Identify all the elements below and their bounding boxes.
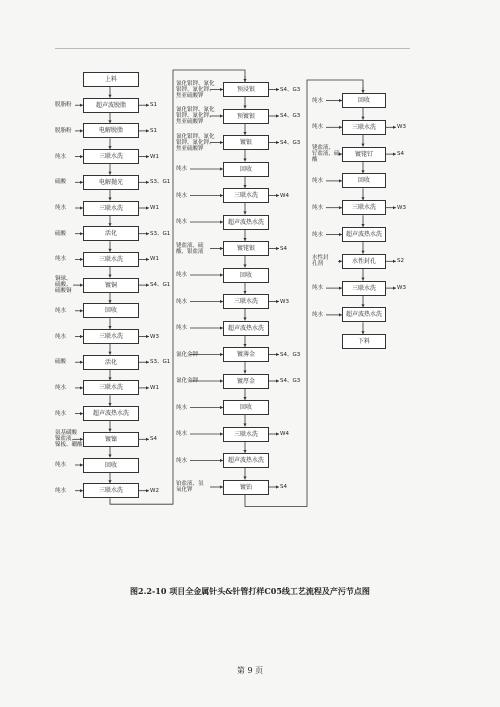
process-step-box: 三联水洗 — [223, 294, 269, 309]
arrowhead — [276, 353, 279, 356]
input-material-line: 纯水 — [176, 298, 188, 305]
input-material-label — [176, 166, 187, 172]
pollutant-output-label: S4 — [280, 245, 287, 252]
input-material-label — [176, 325, 187, 331]
arrowhead — [146, 438, 149, 441]
arrowhead — [276, 141, 279, 144]
process-step-box: 预浸银 — [223, 82, 269, 97]
input-material-line: 纯水 — [176, 272, 188, 278]
input-material-line: 银钾、氰化钾、 — [176, 86, 215, 93]
input-material-line: 纯水 — [55, 384, 67, 391]
input-material-label — [176, 431, 187, 437]
process-step-box: 三联水洗 — [83, 252, 139, 267]
arrowhead — [146, 386, 149, 389]
input-material-line: 铑盐液、 — [312, 145, 335, 152]
process-step-box: 超声波热水洗 — [83, 406, 139, 421]
arrowhead — [146, 155, 149, 158]
process-step-box: 超声波热水洗 — [342, 227, 386, 242]
process-step-box: 超声波热水洗 — [223, 321, 269, 336]
pollutant-output-label: S4 — [150, 436, 157, 443]
arrowhead — [276, 247, 279, 250]
pollutant-output-label: S4、G3 — [280, 86, 301, 93]
arrowhead — [146, 206, 149, 209]
pollutant-output-label: W3 — [397, 204, 406, 211]
pollutant-output-label: W1 — [150, 205, 159, 211]
input-material-line: 纯水 — [176, 192, 188, 199]
input-material-label — [55, 359, 66, 365]
input-material-label — [55, 179, 66, 185]
process-step-box: 回收 — [342, 173, 386, 188]
pollutant-output-label: W3 — [150, 333, 159, 340]
arrowhead — [146, 104, 149, 107]
input-material-line: 硫酸铜 — [55, 288, 72, 295]
input-material-line: 纯水 — [55, 462, 67, 468]
input-material-label — [176, 405, 187, 411]
arrowhead — [146, 258, 149, 261]
input-material-line: 酸、银盐液 — [176, 248, 204, 255]
pollutant-output-label: W3 — [397, 124, 406, 131]
process-step-box: 镀银 — [223, 135, 269, 150]
arrowhead — [276, 88, 279, 91]
input-material-line: 纯水 — [312, 204, 324, 211]
input-material-line: 氰化金钾 — [176, 378, 199, 384]
input-material-label — [312, 232, 323, 238]
input-material-line: 焦亚硫酸钾 — [176, 92, 204, 99]
pollutant-output-label: W4 — [280, 431, 289, 437]
pollutant-output-label: S4、G1 — [150, 282, 171, 289]
process-step-box: 镀铑钌 — [342, 147, 386, 162]
input-material-label — [55, 154, 66, 160]
process-step-box: 下料 — [342, 334, 386, 349]
input-material-label — [312, 255, 329, 267]
input-material-line: 孔剂 — [312, 261, 324, 268]
input-material-label — [55, 256, 66, 262]
process-step-box: 预镀银 — [223, 109, 269, 124]
input-material-line: 铜球、 — [55, 276, 72, 283]
process-step-box: 回收 — [83, 458, 139, 473]
arrowhead — [393, 126, 396, 129]
input-material-line: 纯水 — [55, 410, 67, 417]
input-material-label — [176, 219, 187, 225]
input-material-line: 纯水 — [312, 285, 324, 292]
input-material-line: 氰化金钾 — [176, 351, 199, 358]
process-step-box: 超声波热水洗 — [342, 307, 386, 322]
pollutant-output-label: W3 — [397, 285, 406, 292]
input-material-line: 氰化银钾、氰化 — [176, 80, 215, 87]
pollutant-output-label: W3 — [280, 298, 289, 305]
input-material-line: 水性封 — [312, 255, 329, 262]
input-material-line: 纯水 — [176, 219, 188, 225]
input-material-line: 纯水 — [55, 333, 67, 340]
input-material-label — [176, 243, 204, 255]
input-material-line: 纯水 — [176, 166, 188, 172]
arrowhead — [276, 300, 279, 303]
pollutant-output-label: S3、G1 — [150, 230, 171, 237]
arrowhead — [276, 194, 279, 197]
pollutant-output-label: S4、G3 — [280, 139, 301, 146]
input-material-label — [176, 272, 187, 278]
input-material-line: 纯水 — [176, 325, 188, 331]
input-material-label — [176, 134, 215, 152]
arrowhead — [276, 379, 279, 382]
pollutant-output-label: S1 — [150, 127, 157, 134]
process-step-box: 镀铑银 — [223, 241, 269, 256]
arrowhead — [393, 206, 396, 209]
input-material-line: 纯水 — [312, 124, 324, 131]
arrowhead — [146, 361, 149, 364]
input-material-line: 硫酸 — [55, 230, 67, 237]
process-step-box: 电解抛光 — [83, 175, 139, 190]
process-step-box: 三联水洗 — [223, 188, 269, 203]
input-material-label — [312, 312, 323, 318]
arrowhead — [393, 287, 396, 290]
input-material-label — [55, 411, 66, 417]
process-step-box: 三联水洗 — [83, 149, 139, 164]
input-material-line: 镍板、硼酸 — [55, 442, 83, 449]
process-step-box: 回收 — [342, 93, 386, 108]
arrowhead — [393, 260, 396, 263]
process-step-box: 回收 — [223, 162, 269, 177]
pollutant-output-label: S4、G3 — [280, 378, 301, 384]
process-step-box: 水性封孔 — [342, 254, 386, 269]
process-step-box: 三联水洗 — [83, 380, 139, 395]
process-step-box: 三联水洗 — [342, 200, 386, 215]
input-material-line: 纯水 — [55, 256, 67, 263]
input-material-label — [176, 107, 215, 125]
pollutant-output-label: S4 — [280, 484, 287, 490]
input-material-line: 铑盐液、硫 — [176, 242, 204, 249]
process-step-box: 三联水洗 — [342, 120, 386, 135]
process-step-box: 三联水洗 — [83, 483, 139, 498]
input-material-line: 氰化银钾、氰化 — [176, 107, 215, 113]
input-material-label — [55, 102, 72, 108]
arrowhead — [276, 485, 279, 488]
input-material-label — [176, 378, 198, 384]
input-material-label — [176, 299, 187, 305]
pollutant-output-label: S3、G1 — [150, 179, 171, 186]
input-material-label — [55, 488, 66, 494]
pollutant-output-label: S4、G3 — [280, 351, 301, 358]
process-step-box: 镀厚金 — [223, 374, 269, 389]
pollutant-output-label: S3、G1 — [150, 359, 171, 366]
process-step-box: 回收 — [83, 303, 139, 318]
input-material-line: 纯水 — [55, 307, 67, 314]
arrowhead — [146, 129, 149, 132]
process-step-box: 三联水洗 — [83, 201, 139, 216]
input-material-label — [55, 462, 66, 468]
process-step-box: 三联水洗 — [83, 329, 139, 344]
process-step-box: 镀镍 — [83, 432, 139, 447]
input-material-line: 脱脂粉 — [55, 102, 72, 109]
arrowhead — [276, 114, 279, 117]
page-number: 第 9 页 — [236, 666, 264, 675]
process-step-box: 镀铜 — [83, 278, 139, 293]
pollutant-output-label: S4、G3 — [280, 113, 301, 119]
input-material-label — [312, 145, 340, 163]
input-material-line: 纯水 — [55, 205, 67, 211]
input-material-line: 纯水 — [312, 177, 324, 184]
input-material-label — [55, 276, 72, 294]
input-material-label — [312, 98, 323, 104]
input-material-line: 纯水 — [312, 231, 324, 238]
input-material-label — [55, 205, 66, 211]
pollutant-output-label: S1 — [150, 102, 157, 109]
process-step-box: 三联水洗 — [223, 427, 269, 442]
process-step-box: 超声波热水洗 — [223, 215, 269, 230]
pollutant-output-label: W1 — [150, 153, 159, 160]
input-material-label — [176, 481, 204, 493]
input-material-label — [55, 308, 66, 314]
input-material-line: 氰化银钾、氰化 — [176, 133, 215, 140]
input-material-line: 焦亚硫酸钾 — [176, 119, 204, 125]
input-material-line: 银钾、氰化钾、 — [176, 113, 215, 119]
input-material-label — [55, 128, 72, 134]
input-material-label — [176, 352, 198, 358]
input-material-label — [312, 205, 323, 211]
pollutant-output-label: W1 — [150, 256, 159, 263]
input-material-label — [312, 124, 323, 130]
input-material-line: 硫酸 — [55, 359, 67, 366]
input-material-line: 氧化钾 — [176, 487, 193, 493]
process-step-box: 电解脱脂 — [83, 123, 139, 138]
input-material-label — [55, 430, 83, 448]
process-step-box: 镀薄金 — [223, 347, 269, 362]
process-step-box: 活化 — [83, 355, 139, 370]
input-material-label — [55, 385, 66, 391]
input-material-line: 硫酸 — [55, 179, 67, 186]
input-material-line: 焦亚硫酸钾 — [176, 145, 204, 152]
pollutant-output-label: S4 — [397, 151, 404, 158]
input-material-line: 纯水 — [176, 431, 188, 437]
process-step-box: 回收 — [223, 400, 269, 415]
input-material-line: 镍盐液、 — [55, 436, 78, 443]
input-material-label — [176, 458, 187, 464]
input-material-label — [176, 193, 187, 199]
input-material-line: 纯水 — [176, 457, 188, 464]
input-material-label — [55, 334, 66, 340]
input-material-line: 硫酸、 — [55, 282, 72, 289]
arrowhead — [146, 284, 149, 287]
input-material-line: 纯水 — [312, 311, 324, 318]
process-step-box: 超声波脱脂 — [83, 98, 139, 113]
figure-caption: 图2.2-10 项目全金属针头&针管打样C05线工艺流程及产污节点图 — [130, 586, 370, 596]
process-step-box: 活化 — [83, 226, 139, 241]
input-material-label — [55, 231, 66, 237]
process-step-box: 三联水洗 — [342, 281, 386, 296]
process-step-box: 回收 — [223, 268, 269, 283]
input-material-line: 纯水 — [312, 97, 324, 104]
input-material-line: 脱脂粉 — [55, 127, 72, 134]
process-step-box: 超声波热水洗 — [223, 453, 269, 468]
input-material-line: 纯水 — [55, 153, 67, 160]
arrowhead — [146, 232, 149, 235]
input-material-line: 纯水 — [176, 404, 188, 411]
input-material-line: 氨基磺酸 — [55, 430, 78, 437]
process-step-box: 镀铂 — [223, 480, 269, 495]
input-material-line: 纯水 — [55, 487, 67, 494]
arrowhead — [146, 489, 149, 492]
input-material-label — [176, 81, 215, 99]
input-material-line: 酸 — [312, 157, 318, 164]
arrowhead — [393, 153, 396, 156]
input-material-line: 钌盐液、硫 — [312, 151, 340, 158]
input-material-line: 铂盐液、氢 — [176, 481, 204, 487]
process-step-box: 上料 — [83, 72, 139, 87]
input-material-label — [312, 285, 323, 291]
arrowhead — [276, 432, 279, 435]
pollutant-output-label: W1 — [150, 384, 159, 391]
pollutant-output-label: W4 — [280, 192, 289, 199]
input-material-label — [312, 178, 323, 184]
pollutant-output-label: S2 — [397, 258, 404, 265]
input-material-line: 银钾、氰化钾、 — [176, 139, 215, 146]
pollutant-output-label: W2 — [150, 487, 159, 494]
arrowhead — [146, 181, 149, 184]
arrowhead — [146, 335, 149, 338]
